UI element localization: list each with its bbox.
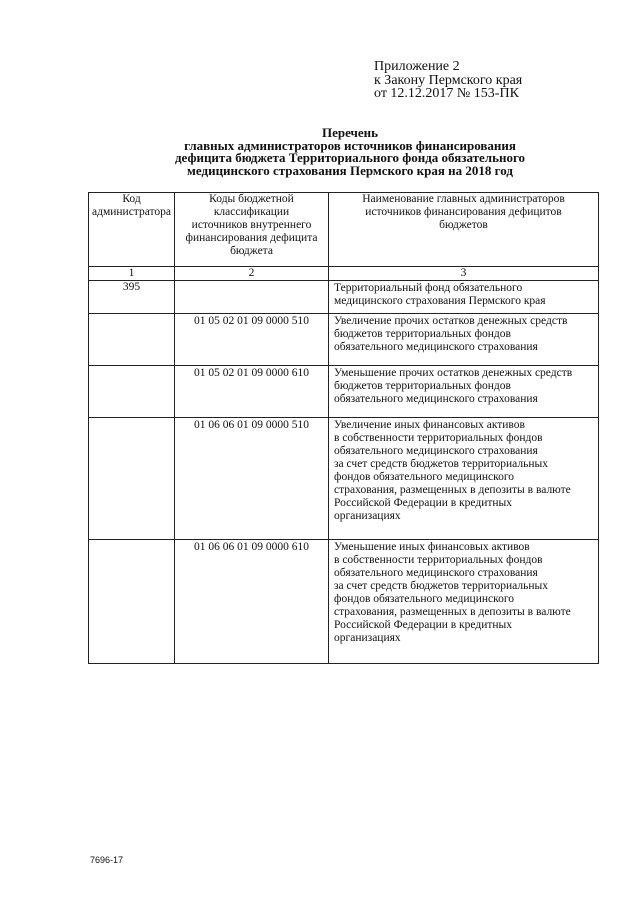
cell-line: источников финансирования дефицитов <box>365 206 562 218</box>
cell-line: бюджетов территориальных фондов <box>334 328 511 340</box>
admin-name-cell <box>329 418 599 540</box>
column-number-1 <box>89 267 175 281</box>
cell-line: за счет средств бюджетов территориальных <box>334 458 548 470</box>
cell-line: страхования, размещенных в депозиты в валюте <box>334 606 571 618</box>
cell-line: в собственности территориальных фондов <box>334 432 543 444</box>
cell-line: Код <box>122 193 141 205</box>
admin-code-cell <box>89 314 175 366</box>
cell-line: фондов обязательного медицинского <box>334 471 515 483</box>
title-line: главных администраторов источников финансирования <box>184 137 516 153</box>
cell-line: Территориальный фонд обязательного <box>334 282 523 294</box>
cell-line: 1 <box>128 267 135 279</box>
cell-line: финансирования дефицита <box>185 232 318 244</box>
table-row <box>89 314 599 366</box>
cell-line: Российской Федерации в кредитных <box>334 497 513 509</box>
header-budget-codes <box>175 193 329 267</box>
cell-line: 395 <box>122 281 141 293</box>
cell-line: Наименование главных администраторов <box>362 193 565 205</box>
cell-line: источников внутреннего <box>191 219 312 231</box>
budget-code-cell <box>175 540 329 664</box>
title-line: дефицита бюджета Территориального фонда обязательного <box>174 150 526 165</box>
cell-line: медицинского страхования Пермского края <box>334 295 546 307</box>
cell-line: 01 05 02 01 09 0000 610 <box>194 367 310 379</box>
cell-line: организациях <box>334 632 401 644</box>
cell-line: фондов обязательного медицинского <box>334 593 515 605</box>
cell-line: бюджетов территориальных фондов <box>334 380 511 392</box>
cell-line: Уменьшение иных финансовых активов <box>334 541 530 553</box>
cell-line: Увеличение прочих остатков денежных средств <box>334 315 568 327</box>
cell-line: администратора <box>92 206 172 218</box>
administrators-table <box>88 192 599 664</box>
table-header-row <box>89 193 599 267</box>
cell-line: 2 <box>248 267 255 279</box>
cell-line: обязательного медицинского страхования <box>334 567 538 579</box>
column-number-2 <box>175 267 329 281</box>
cell-line: обязательного медицинского страхования <box>334 445 538 457</box>
title-line: Перечень <box>321 125 379 140</box>
cell-line: обязательного медицинского страхования <box>334 341 538 353</box>
cell-line: за счет средств бюджетов территориальных <box>334 580 548 592</box>
budget-code-cell <box>175 281 329 314</box>
budget-code-cell <box>175 418 329 540</box>
budget-code-cell <box>175 314 329 366</box>
cell-line: 01 06 06 01 09 0000 610 <box>194 541 310 553</box>
appendix-line: Приложение 2 <box>374 59 460 74</box>
cell-line: организациях <box>334 510 401 522</box>
cell-line: бюджета <box>230 245 273 257</box>
cell-line: обязательного медицинского страхования <box>334 393 538 405</box>
table-row <box>89 540 599 664</box>
header-admin-code <box>89 193 175 267</box>
budget-code-cell <box>175 366 329 418</box>
table-row <box>89 281 599 314</box>
cell-line: бюджетов <box>439 219 488 231</box>
column-number-3 <box>329 267 599 281</box>
admin-name-cell <box>329 540 599 664</box>
cell-line: 3 <box>460 267 467 279</box>
cell-line: 01 05 02 01 09 0000 510 <box>194 315 310 327</box>
admin-code-cell <box>89 418 175 540</box>
cell-line: Российской Федерации в кредитных <box>334 619 513 631</box>
title-line: медицинского страхования Пермского края на 2018 год <box>187 162 513 178</box>
appendix-note <box>374 60 522 101</box>
cell-line: Уменьшение прочих остатков денежных средств <box>334 367 573 379</box>
appendix-line: к Закону Пермского края <box>374 72 523 88</box>
admin-name-cell <box>329 314 599 366</box>
cell-line: Коды бюджетной <box>209 193 294 205</box>
table-row <box>89 366 599 418</box>
document-title <box>88 127 612 177</box>
cell-line: классификации <box>213 206 290 218</box>
table-row <box>89 418 599 540</box>
admin-code-cell <box>89 540 175 664</box>
admin-code-cell <box>89 366 175 418</box>
cell-line: 01 06 06 01 09 0000 510 <box>194 419 310 431</box>
table-numbering-row <box>89 267 599 281</box>
appendix-line: от 12.12.2017 № 153-ПК <box>374 86 519 101</box>
admin-name-cell <box>329 366 599 418</box>
admin-name-cell <box>329 281 599 314</box>
cell-line: Увеличение иных финансовых активов <box>334 419 525 431</box>
admin-code-cell <box>89 281 175 314</box>
header-admin-names <box>329 193 599 267</box>
cell-line: в собственности территориальных фондов <box>334 554 543 566</box>
document-number: 7696-17 <box>90 855 124 865</box>
cell-line: страхования, размещенных в депозиты в валюте <box>334 484 571 496</box>
